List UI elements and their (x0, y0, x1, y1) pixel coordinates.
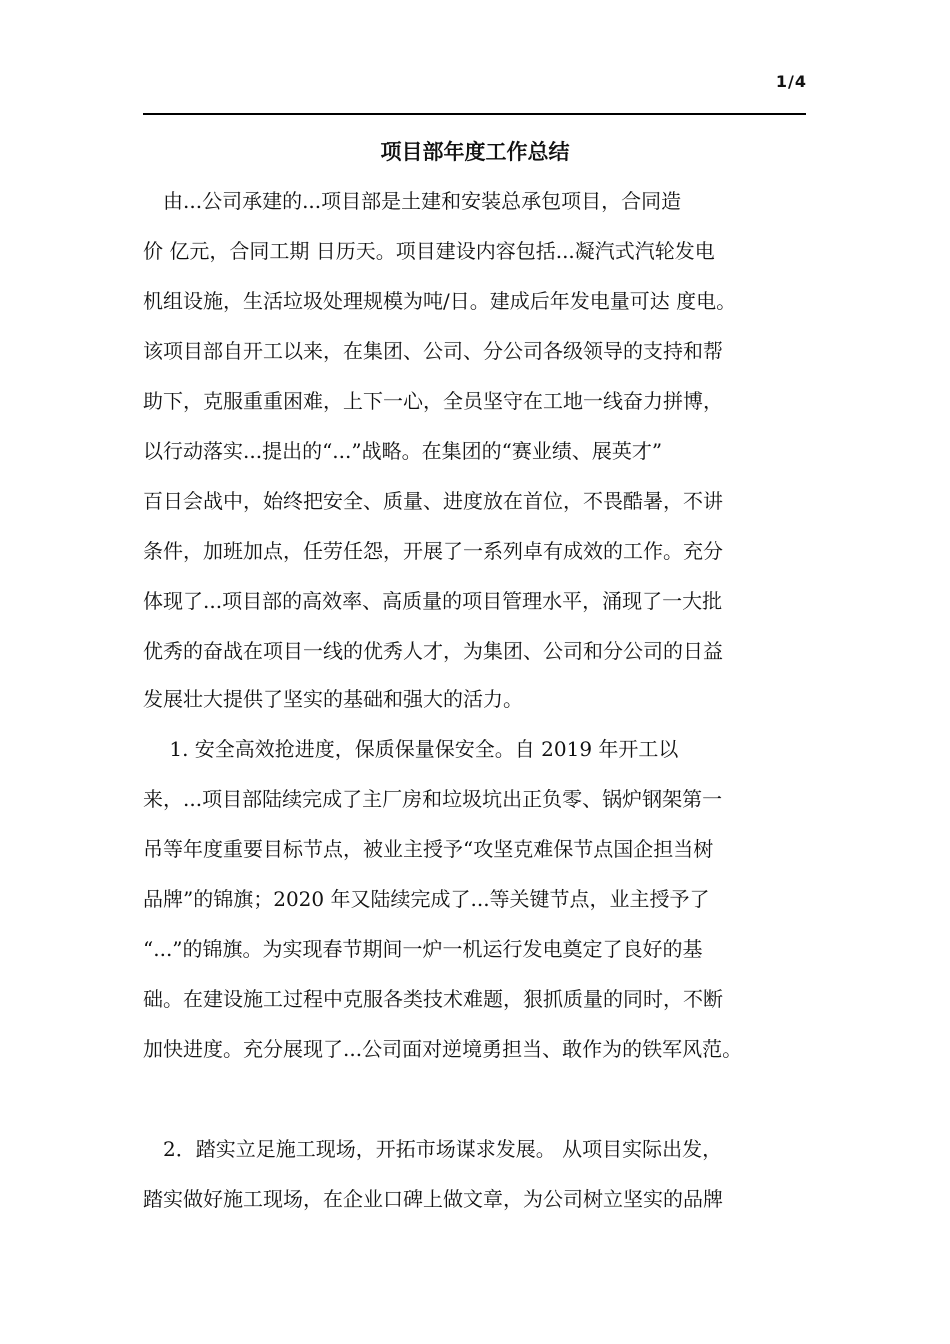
section-1-line: “...”的锦旗。为实现春节期间一炉一机运行发电奠定了良好的基 (143, 937, 703, 961)
section-1-line: 吊等年度重要目标节点，被业主授予“攻坚克难保节点国企担当树 (143, 837, 714, 861)
paragraph-line: 体现了...项目部的高效率、高质量的项目管理水平，涌现了一大批 (143, 589, 723, 613)
section-1-line: 加快进度。充分展现了...公司面对逆境勇担当、敢作为的铁军风范。 (143, 1037, 743, 1061)
paragraph-line: 百日会战中，始终把安全、质量、进度放在首位，不畏酷暑，不讲 (143, 489, 723, 513)
section-2-line: 2．踏实立足施工现场，开拓市场谋求发展。 从项目实际出发， (143, 1137, 723, 1161)
paragraph-line: 该项目部自开工以来，在集团、公司、分公司各级领导的支持和帮 (143, 339, 723, 363)
paragraph-line: 发展壮大提供了坚实的基础和强大的活力。 (143, 687, 523, 711)
paragraph-line: 条件，加班加点，任劳任怨，开展了一系列卓有成效的工作。充分 (143, 539, 723, 563)
header-divider (143, 113, 806, 115)
paragraph-line: 机组设施，生活垃圾处理规模为吨/日。建成后年发电量可达 度电。 (143, 289, 737, 313)
section-1-line: 来，...项目部陆续完成了主厂房和垃圾坑出正负零、锅炉钢架第一 (143, 787, 723, 811)
section-1-line: 品牌”的锦旗；2020 年又陆续完成了...等关键节点，业主授予了 (143, 887, 710, 911)
paragraph-line: 以行动落实...提出的“...”战略。在集团的“赛业绩、展英才” (143, 439, 663, 463)
paragraph-line: 价 亿元，合同工期 日历天。项目建设内容包括...凝汽式汽轮发电 (143, 239, 715, 263)
paragraph-line: 由...公司承建的...项目部是土建和安装总承包项目，合同造 (143, 189, 682, 213)
document-title: 项目部年度工作总结 (380, 140, 570, 164)
paragraph-line: 助下，克服重重困难，上下一心，全员坚守在工地一线奋力拼博， (143, 389, 723, 413)
paragraph-line: 优秀的奋战在项目一线的优秀人才，为集团、公司和分公司的日益 (143, 639, 723, 663)
page-number: 1/4 (775, 72, 807, 91)
section-1-line: 1. 安全高效抢进度，保质保量保安全。自 2019 年开工以 (143, 737, 679, 761)
section-1-line: 础。在建设施工过程中克服各类技术难题，狠抓质量的同时，不断 (143, 987, 723, 1011)
section-2-line: 踏实做好施工现场，在企业口碑上做文章，为公司树立坚实的品牌 (143, 1187, 723, 1211)
